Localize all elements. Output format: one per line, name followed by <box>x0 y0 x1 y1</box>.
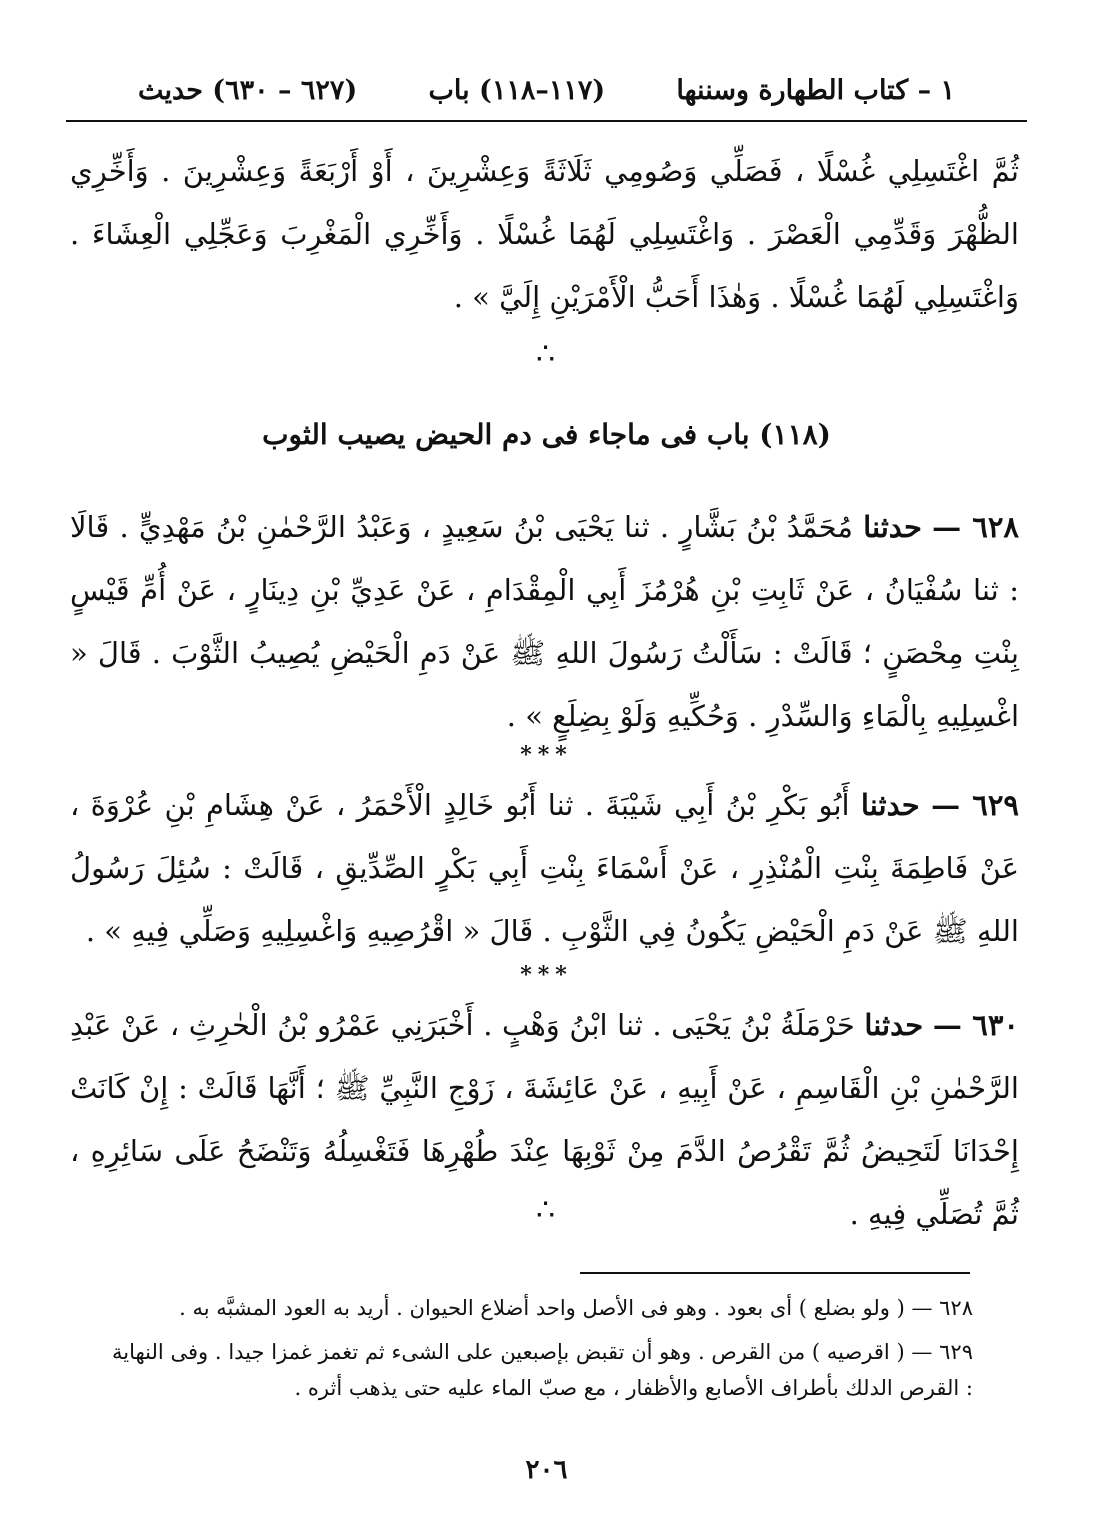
section-separator-trefoil: ∴ <box>535 1193 558 1228</box>
hadith-628 <box>70 496 1019 748</box>
footnote-629: ٦٢٩ — ( اقرصيه ) من القرص . وهو أن تقبض بإصبعين على الشىء ثم تغمز غمزا جيدا . وفى النهاية : القرص الدلك بأطراف الأصابع والأظفار ، مع صبّ الماء عليه حتى يذهب أثره . <box>112 1340 973 1400</box>
hadith-number: ٦٢٨ — <box>932 510 1019 544</box>
chapter-title: (١١٨) باب فى ماجاء فى دم الحيض يصيب الثوب <box>262 418 831 451</box>
running-header <box>138 66 955 114</box>
hadith-opening: حدثنا <box>863 510 922 544</box>
hadith-number: ٦٣٠ — <box>932 1008 1020 1042</box>
continuation-paragraph: ثُمَّ اغْتَسِلِي غُسْلًا ، فَصَلِّي وَصُومِي ثَلَاثَةً وَعِشْرِينَ ، أَوْ أَرْبَعَةً وَعِشْرِينَ . وَأَخِّرِي الظُّهْرَ وَقَدِّمِي الْعَصْرَ . وَاغْتَسِلِي لَهُمَا غُسْلًا . وَأَخِّرِي الْمَغْرِبَ وَعَجِّلِي الْعِشَاءَ . وَاغْتَسِلِي لَهُمَا غُسْلًا . وَهٰذَا أَحَبُّ الْأَمْرَيْنِ إِلَيَّ » . <box>70 154 1019 314</box>
hadith-text: حَرْمَلَةُ بْنُ يَحْيَى . ثنا ابْنُ وَهْبٍ . أَخْبَرَنِي عَمْرُو بْنُ الْحٰرِثِ ، عَنْ عَبْدِ الرَّحْمٰنِ بْنِ الْقَاسِمِ ، عَنْ أَبِيهِ ، عَنْ عَائِشَةَ ، زَوْجِ النَّبِيِّ ﷺ ؛ أَنَّهَا قَالَتْ : إِنْ كَانَتْ إِحْدَانَا لَتَحِيضُ ثُمَّ تَقْرُصُ الدَّمَ مِنْ ثَوْبِهَا عِنْدَ طُهْرِهَا فَتَغْسِلُهُ وَتَنْضَحُ عَلَى سَائِرِهِ ، ثُمَّ تُصَلِّي فِيهِ . <box>70 1008 1019 1231</box>
hadith-number: ٦٢٩ — <box>931 788 1019 822</box>
page-number: ٢٠٦ <box>525 1455 568 1485</box>
hadith-text: أَبُو بَكْرِ بْنُ أَبِي شَيْبَةَ . ثنا أَبُو خَالِدٍ الْأَحْمَرُ ، عَنْ هِشَامِ بْنِ عُرْوَةَ ، عَنْ فَاطِمَةَ بِنْتِ الْمُنْذِرِ ، عَنْ أَسْمَاءَ بِنْتِ أَبِي بَكْرٍ الصِّدِّيقِ ، قَالَتْ : سُئِلَ رَسُولُ اللهِ ﷺ عَنْ دَمِ الْحَيْضِ يَكُونُ فِي الثَّوْبِ . قَالَ « اقْرُصِيهِ وَاغْسِلِيهِ وَصَلِّي فِيهِ » . <box>70 788 1019 948</box>
header-hadith-range: (٦٢٧ – ٦٣٠) حديث <box>138 74 358 106</box>
header-rule <box>66 120 1027 122</box>
hadith-text: مُحَمَّدُ بْنُ بَشَّارٍ . ثنا يَحْيَى بْنُ سَعِيدٍ ، وَعَبْدُ الرَّحْمٰنِ بْنُ مَهْدِيٍّ . قَالَا : ثنا سُفْيَانُ ، عَنْ ثَابِتِ بْنِ هُرْمُزَ أَبِي الْمِقْدَامِ ، عَنْ عَدِيِّ بْنِ دِينَارٍ ، عَنْ أُمِّ قَيْسٍ بِنْتِ مِحْصَنٍ ؛ قَالَتْ : سَأَلْتُ رَسُولَ اللهِ ﷺ عَنْ دَمِ الْحَيْضِ يُصِيبُ الثَّوْبَ . قَالَ « اغْسِلِيهِ بِالْمَاءِ وَالسِّدْرِ . وَحُكِّيهِ وَلَوْ بِضِلَعٍ » . <box>70 510 1019 733</box>
hadith-opening: حدثنا <box>860 788 920 822</box>
footnote-628: ٦٢٨ — ( ولو بضلع ) أى بعود . وهو فى الأصل واحد أضلاع الحيوان . أريد به العود المشبَّه به . <box>179 1296 973 1320</box>
section-separator-trefoil: ∴ <box>535 337 558 372</box>
footnote-rule <box>580 1272 970 1274</box>
hadith-opening: حدثنا <box>864 1008 924 1042</box>
hadith-separator-stars: *** <box>520 962 573 988</box>
header-chapter-range: (١١٧–١١٨) باب <box>428 74 606 106</box>
header-book-title: ١ – كتاب الطهارة وسننها <box>676 74 955 106</box>
hadith-629 <box>70 774 1019 963</box>
hadith-separator-stars: *** <box>520 742 573 768</box>
